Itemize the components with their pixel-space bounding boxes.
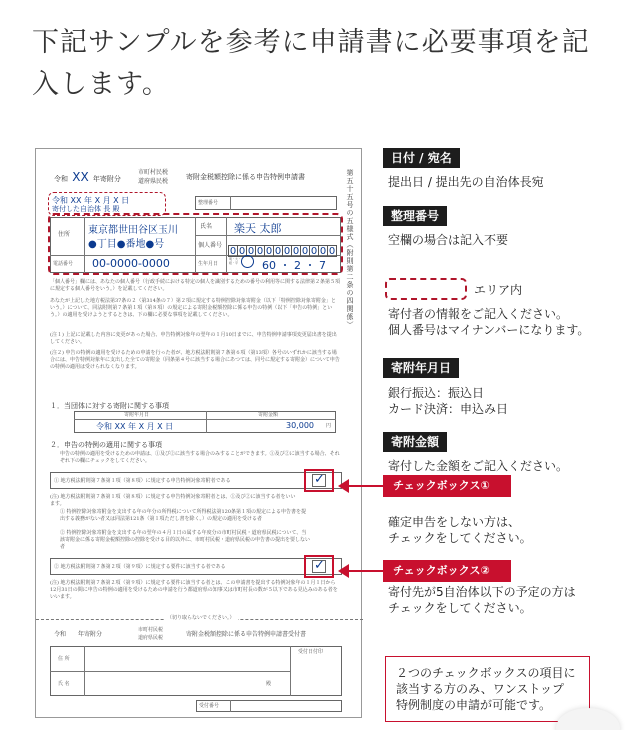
seiri-label: 整理番号 xyxy=(198,200,219,206)
application-form xyxy=(35,148,362,718)
note-1: (注１) 上記に記載した内容に変更があった場合、申告特例対象年の翌年の１月10日までに、申告特例申請事項変更届出書を提出してください。 xyxy=(50,332,337,345)
birth-value: 60 ・ 2 ・ 7 xyxy=(262,259,326,272)
note-3a: ① 特例控除対象寄附金を支出する年の年分の所得税について所得税法第120条第１項の規定による申告書を提出する義務がない者又は同法第121条（第１項ただし書を除く。）の規定の適用を受ける者 xyxy=(60,509,307,522)
addr-line-1: 東京都世田谷区玉川 xyxy=(88,225,178,236)
birth-desc: 銀行振込：振込日 カード決済：申込み日 xyxy=(388,386,509,416)
check-1-text: ① 地方税法附則第７条第１項（第８項）に規定する申告特例対象寄附者である xyxy=(54,478,231,484)
receipt-dono: 殿 xyxy=(266,681,272,687)
section-1-title: １．当団体に対する寄附に関する事項 xyxy=(50,402,169,410)
addr-label: 住所 xyxy=(58,231,71,238)
form-side-title: 第五十五号の五様式（附則第二条の四関係） xyxy=(346,169,354,329)
amount-desc: 寄付した金額をご記入ください。 xyxy=(388,459,569,473)
arrow-1-line xyxy=(348,485,384,487)
receipt-addr-label: 住 所 xyxy=(58,656,70,662)
checkbox-2-mark: ✓ xyxy=(314,558,325,573)
col-donation-amount: 寄附金額 xyxy=(258,412,279,418)
checkbox-1-desc: 確定申告をしない方は、 チェックをしてください。 xyxy=(388,515,532,545)
eligibility-note: ２つのチェックボックスの項目に 該当する方のみ、ワンストップ 特例制度の申請が可能です。 xyxy=(385,656,590,722)
name-label: 氏名 xyxy=(200,223,213,230)
receipt-number-label: 受付番号 xyxy=(199,703,220,709)
checkbox-1-tag: チェックボックス① xyxy=(383,475,511,497)
phone-value: 00-0000-0000 xyxy=(92,257,170,270)
checkbox-2-desc: 寄付先が5自治体以下の予定の方は チェックをしてください。 xyxy=(388,585,576,615)
col-donation-date: 寄附年月日 xyxy=(124,412,150,418)
check-2-text: ② 地方税法附則第７条第２項（第９項）に規定する要件に該当する者である xyxy=(54,564,226,570)
date-desc: 提出日 / 提出先の自治体長宛 xyxy=(388,175,544,189)
form-title: 寄附金税額控除に係る申告特例申請書 xyxy=(186,173,305,181)
para-application: あなたが上記した地方税法第37条の２（第314条の７）第２項に規定する特例控除対象寄附金（以下「特例控除対象寄附金」という。）について、同法附則第７条第１項（第８項）の規定による寄附金税額控除に係る申告の特例（以下「申告の特例」という。）の適用を受けようとするときは、下の欄に必要な事項を記載してください。 xyxy=(50,298,336,318)
checkbox-2-highlight xyxy=(304,555,334,578)
receipt-name-label: 氏 名 xyxy=(58,681,70,687)
note-3b: ② 特例控除対象寄附金を支出する年の翌年の４月１日の属する年度分の市町村民税・道府県民税について、当該寄附金に係る寄附金税額控除の控除を受ける目的以外に、市町村民税・道府県民税の申告書の提出を要しない者 xyxy=(60,530,311,550)
donor-area-highlight xyxy=(48,213,343,275)
seiri-desc: 空欄の場合は記入不要 xyxy=(388,233,509,247)
seiri-tag: 整理番号 xyxy=(383,206,447,226)
note-3: (注) 地方税法附則第７条第１項（第８項）に規定する申告特例対象寄附者とは、①及び②に該当する者をいいます。 xyxy=(50,494,296,507)
mynumber-label: 個人番号 xyxy=(198,242,223,249)
city-label-1: 市町村民税 xyxy=(138,169,169,176)
donation-amount: 30,000 xyxy=(286,421,314,430)
donation-date: 令和 XX 年 X 月 X 日 xyxy=(96,422,174,431)
area-legend-text: エリア内 xyxy=(474,283,523,297)
receipt-city-2: 道府県民税 xyxy=(138,635,164,641)
birth-label: 生年月日 xyxy=(198,261,219,267)
section-2-desc: 申告の特例の適用を受けるための申請は、①及び②に該当する場合のみすることができます。①及び②に該当する場合、それぞれ下の欄にチェックをしてください。 xyxy=(60,451,340,464)
yen-unit: 円 xyxy=(326,423,332,429)
checkbox-1-highlight xyxy=(304,469,334,492)
amount-tag: 寄附金額 xyxy=(383,432,447,452)
receipt-stamp-label: 受付日付印 xyxy=(298,649,324,655)
receipt-year: 令和 年寄附分 xyxy=(54,631,103,638)
checkbox-1-mark: ✓ xyxy=(314,472,325,487)
section-2-title: ２．申告の特例の適用に関する事項 xyxy=(50,441,162,449)
area-legend-box xyxy=(385,278,467,300)
area-desc: 寄付者の情報をご記入ください。 個人番号はマイナンバーになります。 xyxy=(388,307,590,337)
birth-tag: 寄附年月日 xyxy=(383,358,459,378)
form-date-line: 令和 XX 年 X 月 X 日 xyxy=(52,196,130,205)
city-label-2: 道府県民税 xyxy=(138,178,169,185)
phone-label: 電話番号 xyxy=(53,261,74,267)
birth-era: 明・大・昭・平 xyxy=(229,257,242,265)
form-era: 令和 XX 年寄附分 xyxy=(54,170,121,184)
para-mynumber: 「個人番号」欄には、あなたの個人番号（行政手続における特定の個人を識別するための番号の利用等に関する法律第２条第５項に規定する個人番号をいう。）を記載してください。 xyxy=(50,279,341,292)
mynumber-digits: 0 0 0 0 0 0 0 0 0 0 0 0 xyxy=(229,246,336,257)
name-value: 楽天 太郎 xyxy=(234,222,282,235)
checkbox-2-tag: チェックボックス② xyxy=(383,560,511,582)
addr-line-2: ●丁目●番地●号 xyxy=(88,239,165,250)
note-4: (注) 地方税法附則第７条第２項（第９項）に規定する要件に該当する者とは、この申請書を提出する特例対象年の１月１日から12月31日の間に申告の特例の適用を受けるための申請を行う都道府県の知事又は市町村長の数が５以下である見込みのある者をいいます。 xyxy=(50,580,338,600)
form-mayor-line: 寄付した自治体 長 殿 xyxy=(52,205,120,213)
form-year: XX xyxy=(72,170,89,184)
note-2: (注２) 申告の特例の適用を受けるための申請を行った者が、地方税法附則第７条第６項（第13項）各号のいずれかに該当する場合には、申告特例対象年に支出した全ての寄附金（同条第４号に該当する場合にあつては、同号に規定する寄附金）について申告の特例の適用は受けられなくなります。 xyxy=(50,350,340,370)
date-tag: 日付 / 宛名 xyxy=(383,148,460,168)
cut-line-text: （切り取らないでください。） xyxy=(164,615,238,622)
receipt-city-1: 市町村民税 xyxy=(138,627,164,633)
page-heading: 下記サンプルを参考に申請書に必要事項を記入します。 xyxy=(32,27,590,100)
receipt-title: 寄附金税額控除に係る申告特例申請書受付書 xyxy=(186,631,307,638)
arrow-2-line xyxy=(348,570,384,572)
